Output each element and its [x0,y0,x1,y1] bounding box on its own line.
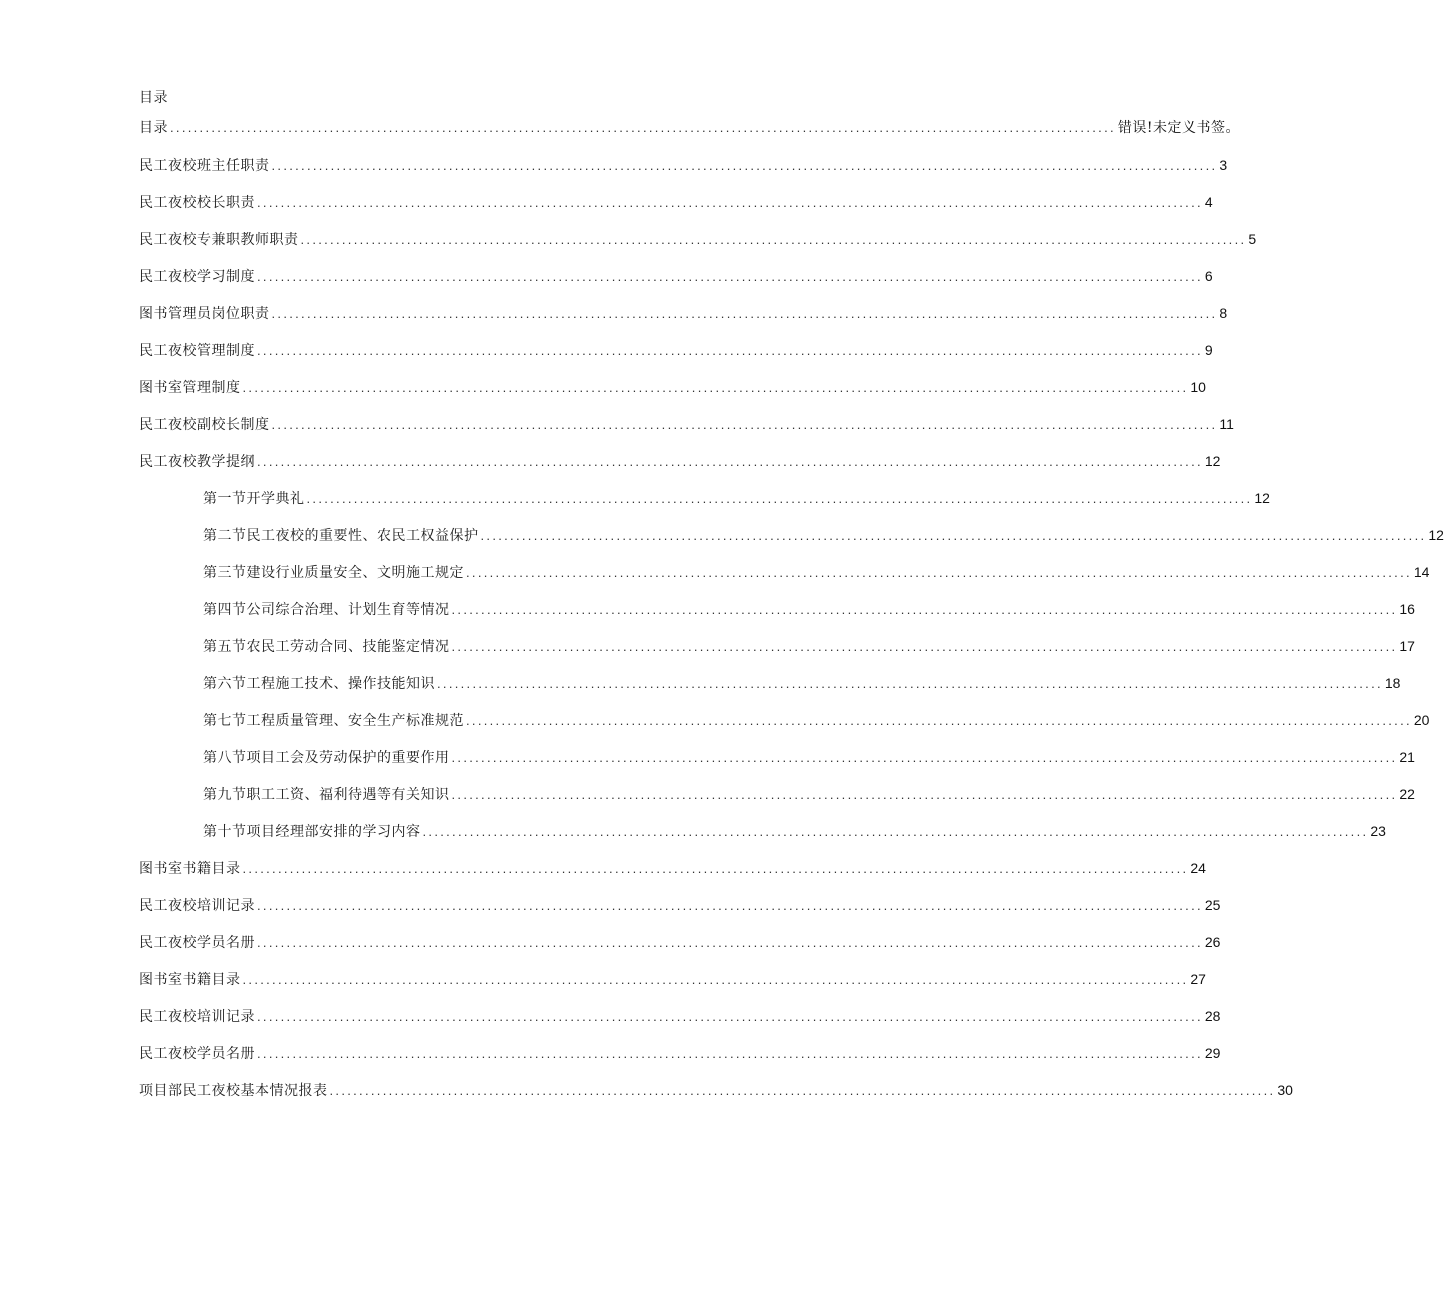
toc-dot-leader: ................................................................................................................................................................ [306,491,1253,506]
toc-dot-leader: ................................................................................................................................................................ [257,269,1203,284]
toc-page-number: 20 [1413,712,1430,728]
toc-entry-title: 第二节民工夜校的重要性、农民工权益保护 [203,528,479,544]
toc-bookmark-error: 错误!未定义书签。 [1117,120,1241,136]
toc-page-number: 8 [1219,305,1228,321]
toc-dot-leader: ................................................................................................................................................................ [422,824,1369,839]
toc-entry-title: 民工夜校学员名册 [139,1046,255,1062]
toc-entry[interactable] [139,1006,1221,1043]
toc-dot-leader: ................................................................................................................................................................ [257,935,1203,950]
toc-page-number: 12 [1254,490,1270,506]
toc-entry-title: 第四节公司综合治理、计划生育等情况 [203,602,450,618]
toc-dot-leader: ................................................................................................................................................................ [257,454,1203,469]
toc-page-number: 30 [1277,1082,1293,1098]
toc-page-number: 5 [1248,231,1257,247]
toc-page-number: 17 [1399,638,1415,654]
toc-dot-leader: ................................................................................................................................................................ [466,565,1412,580]
toc-entry-title: 民工夜校班主任职责 [139,158,270,174]
toc-entry-title: 民工夜校培训记录 [139,898,255,914]
toc-dot-leader: ................................................................................................................................................................ [451,750,1398,765]
toc-entry[interactable] [139,451,1221,488]
toc-dot-leader: ................................................................................................................................................................ [451,787,1398,802]
toc-page-number: 24 [1190,860,1206,876]
toc-page-number: 28 [1204,1008,1221,1024]
toc-dot-leader: ................................................................................................................................................................ [451,639,1398,654]
toc-entry[interactable] [139,932,1221,969]
toc-entry[interactable] [139,414,1234,451]
toc-subentry[interactable] [139,673,1401,710]
toc-dot-leader: ................................................................................................................................................................ [480,528,1427,543]
toc-dot-leader: ................................................................................................................................................................ [271,417,1218,432]
toc-entry[interactable] [139,192,1213,229]
toc-dot-leader: ................................................................................................................................................................ [170,120,1116,135]
toc-entry[interactable] [139,895,1221,932]
toc-dot-leader: ................................................................................................................................................................ [242,380,1189,395]
toc-entry-title: 第一节开学典礼 [203,491,305,507]
toc-entry-title: 第三节建设行业质量安全、文明施工规定 [203,565,464,581]
toc-page-number: 12 [1428,527,1444,543]
toc-dot-leader: ................................................................................................................................................................ [300,232,1247,247]
toc-page-number: 27 [1190,971,1206,987]
toc-page-number: 12 [1204,453,1221,469]
toc-subentry[interactable] [139,821,1386,858]
toc-entry-title: 目录 [139,120,168,136]
toc-page-number: 10 [1190,379,1206,395]
toc-subentry[interactable] [139,562,1430,599]
toc-dot-leader: ................................................................................................................................................................ [257,343,1203,358]
toc-page-number: 3 [1219,157,1228,173]
toc-page-number: 22 [1399,786,1415,802]
toc-heading: 目录 [139,90,168,106]
toc-entry-title: 图书室书籍目录 [139,972,241,988]
toc-page-number: 9 [1204,342,1213,358]
toc-entry-title: 民工夜校管理制度 [139,343,255,359]
toc-page-number: 6 [1204,268,1213,284]
toc-page-number: 16 [1399,601,1415,617]
toc-page-number: 11 [1219,416,1234,432]
toc-dot-leader: ................................................................................................................................................................ [466,713,1412,728]
toc-entry-title: 第九节职工工资、福利待遇等有关知识 [203,787,450,803]
toc-entry-title: 民工夜校学习制度 [139,269,255,285]
toc-entry-title: 民工夜校培训记录 [139,1009,255,1025]
toc-subentry[interactable] [139,488,1270,525]
toc-subentry[interactable] [139,747,1415,784]
toc-dot-leader: ................................................................................................................................................................ [257,1046,1203,1061]
toc-entry-title: 民工夜校学员名册 [139,935,255,951]
toc-entry[interactable] [139,969,1206,1006]
toc-dot-leader: ................................................................................................................................................................ [329,1083,1276,1098]
toc-entry-title: 第十节项目经理部安排的学习内容 [203,824,421,840]
toc-entry[interactable] [139,377,1206,414]
toc-page-number: 18 [1384,675,1401,691]
toc-entry-title: 民工夜校专兼职教师职责 [139,232,299,248]
toc-entry[interactable] [139,229,1257,266]
table-of-contents [139,118,1444,1117]
toc-entry-title: 第五节农民工劳动合同、技能鉴定情况 [203,639,450,655]
toc-page-number: 29 [1204,1045,1221,1061]
toc-entry[interactable] [139,155,1228,192]
toc-entry[interactable] [139,303,1228,340]
toc-dot-leader: ................................................................................................................................................................ [257,195,1203,210]
toc-entry-title: 民工夜校校长职责 [139,195,255,211]
toc-page-number: 4 [1204,194,1213,210]
toc-page-number: 21 [1399,749,1415,765]
toc-entry-title: 民工夜校教学提纲 [139,454,255,470]
toc-entry-title: 民工夜校副校长制度 [139,417,270,433]
toc-page-number: 25 [1204,897,1221,913]
toc-dot-leader: ................................................................................................................................................................ [271,158,1218,173]
toc-entry-title: 项目部民工夜校基本情况报表 [139,1083,328,1099]
toc-dot-leader: ................................................................................................................................................................ [257,1009,1203,1024]
toc-page-number: 23 [1370,823,1386,839]
toc-entry[interactable] [139,858,1206,895]
toc-subentry[interactable] [139,784,1415,821]
toc-dot-leader: ................................................................................................................................................................ [437,676,1383,691]
toc-dot-leader: ................................................................................................................................................................ [271,306,1218,321]
toc-entry-title: 图书室管理制度 [139,380,241,396]
toc-page-number: 14 [1413,564,1430,580]
toc-dot-leader: ................................................................................................................................................................ [451,602,1398,617]
toc-entry[interactable] [139,118,1241,155]
toc-subentry[interactable] [139,599,1415,636]
toc-entry[interactable] [139,340,1213,377]
toc-entry-title: 第六节工程施工技术、操作技能知识 [203,676,435,692]
toc-page-number: 26 [1204,934,1221,950]
toc-entry[interactable] [139,1043,1221,1080]
toc-entry-title: 第七节工程质量管理、安全生产标准规范 [203,713,464,729]
toc-dot-leader: ................................................................................................................................................................ [242,972,1189,987]
toc-entry[interactable] [139,1080,1293,1117]
toc-entry-title: 图书管理员岗位职责 [139,306,270,322]
toc-entry-title: 图书室书籍目录 [139,861,241,877]
toc-subentry[interactable] [139,636,1415,673]
toc-dot-leader: ................................................................................................................................................................ [242,861,1189,876]
toc-entry[interactable] [139,266,1213,303]
toc-dot-leader: ................................................................................................................................................................ [257,898,1203,913]
toc-subentry[interactable] [139,525,1444,562]
toc-entry-title: 第八节项目工会及劳动保护的重要作用 [203,750,450,766]
toc-subentry[interactable] [139,710,1430,747]
